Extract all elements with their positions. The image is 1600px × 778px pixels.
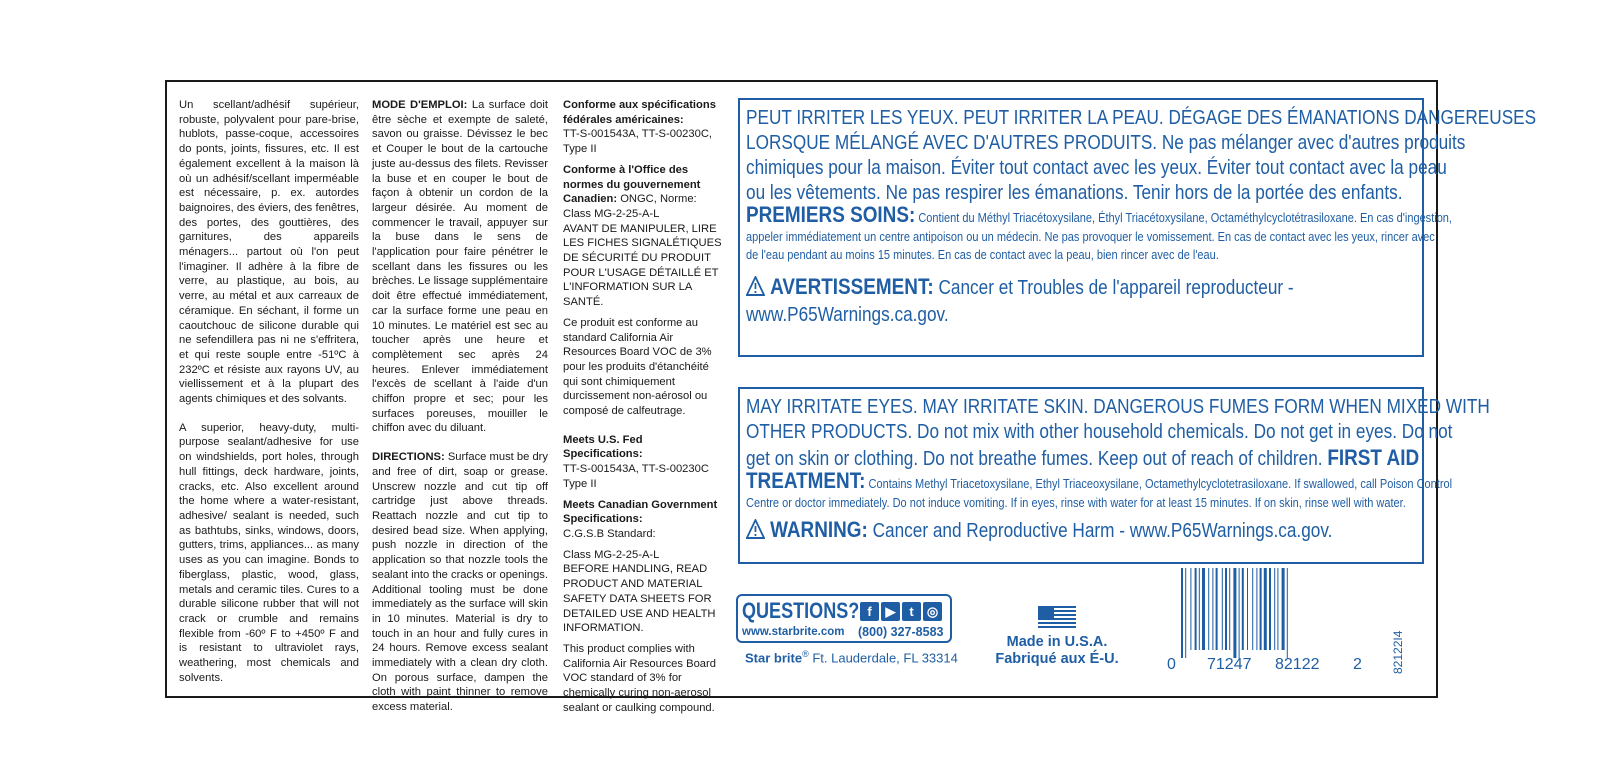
fr-us-spec-heading: Conforme aux spécifications fédérales américaines: bbox=[563, 99, 716, 126]
questions-title: QUESTIONS? bbox=[742, 598, 860, 623]
barcode-bar bbox=[1269, 568, 1271, 650]
side-product-number: 82122I4 bbox=[1391, 630, 1405, 674]
instagram-icon: ◎ bbox=[923, 602, 942, 621]
fr-hazard-line: ou les vêtements. Ne pas respirer les émanations. Tenir hors de la portée des enfants. bbox=[746, 182, 1403, 204]
en-ca-spec-class: Class MG-2-25-A-L bbox=[563, 548, 660, 561]
brand-mark: ® bbox=[802, 649, 809, 659]
fr-hazard-line: PEUT IRRITER LES YEUX. PEUT IRRITER LA PEAU. DÉGAGE DES ÉMANATIONS DANGEREUSES bbox=[746, 107, 1537, 129]
barcode-bar bbox=[1181, 568, 1183, 658]
en-us-spec-text: TT-S-001543A, TT-S-00230C Type II bbox=[563, 463, 709, 490]
en-ca-spec-heading: Meets Canadian Government Specifications: bbox=[563, 498, 718, 526]
specifications-column bbox=[563, 98, 723, 715]
barcode-bar bbox=[1216, 568, 1218, 650]
barcode-bar bbox=[1195, 568, 1197, 650]
fr-us-spec-text: TT-S-001543A, TT-S-00230C, Type II bbox=[563, 128, 713, 156]
fr-first-aid-line: Contient du Méthyl Triacétoxysilane, Éthyl Triacétoxysilane, Octaméthylcyclotétrasiloxane. En cas d'ingestion, bbox=[918, 210, 1452, 225]
barcode-bar bbox=[1202, 568, 1205, 650]
en-first-aid-heading-b: TREATMENT: bbox=[746, 468, 866, 493]
brand-address bbox=[745, 649, 958, 665]
fr-directions-text: La surface doit être sèche et exempte de saleté, savon ou graisse. Dévissez le bec et Couper le bout de la cartouche juste au-dessus des filets. Revisser la buse et en couper le bout de façon à obtenir un cordon de la largeur désirée. Au moment de commencer le travail, appuyer sur la buse dans le sens de l'application pour faire pénétrer le scellant dans les fissures ou les brèches. Le lissage supplémentaire doit être effectué immédiatement, car la surface forme une peau en 10 minutes. Le matériel est sec au toucher après une heure et complètement sec après 24 heures. Enlever immédiatement l'excès de scellant à l'aide d'un chiffon propre et sec; pour les surfaces poreuses, mouiller le chiffon avec du diluant. bbox=[372, 99, 548, 435]
en-ca-spec-text: C.G.S.B Standard: bbox=[563, 527, 656, 540]
barcode-bar bbox=[1208, 568, 1209, 650]
barcode-bar bbox=[1233, 568, 1236, 658]
barcode-bar bbox=[1247, 568, 1248, 650]
barcode-bar bbox=[1274, 568, 1275, 650]
fr-prop65-heading: AVERTISSEMENT: bbox=[770, 273, 934, 299]
en-description: A superior, heavy-duty, multi-purpose sealant/adhesive for use on windshields, port holes, through hull fittings, deck hardware, joints, cracks, etc. Also excellent around the home where a water-resistant, adhesive/ sealant is needed, such as bathtubs, sinks, windows, doors, gutters, trims, appliances... as many uses as you can imagine. Bonds to fiberglass, plastic, wood, glass, metals and ceramic tiles. Cures to a durable silicone rubber that will not crack or crumble and remains flexible from -60º F to +450º F and is resistant to ultraviolet rays, weathering, most chemicals and solvents. bbox=[179, 421, 359, 684]
barcode-bar bbox=[1239, 568, 1240, 658]
fr-voc-notice: Ce produit est conforme au standard California Air Resources Board VOC de 3% pour les produits d'étanchéité qui sont chimiquement durcissement non-aérosol ou composé de calfeutrage. bbox=[563, 316, 712, 418]
en-directions-heading: DIRECTIONS: bbox=[372, 451, 445, 464]
en-first-aid-line: Centre or doctor immediately. Do not induce vomiting. If in eyes, rinse with water for at least 15 minutes. If on skin, rinse well with water. bbox=[746, 494, 1406, 510]
brand-location: Ft. Lauderdale, FL 33314 bbox=[812, 650, 958, 666]
barcode-group-1: 71247 bbox=[1207, 656, 1252, 673]
fr-hazard-line: chimiques pour la maison. Éviter tout contact avec les yeux. Éviter tout contact avec la peau bbox=[746, 157, 1447, 179]
en-first-aid bbox=[746, 468, 1453, 512]
fr-ca-spec bbox=[563, 163, 723, 222]
fr-directions bbox=[372, 98, 548, 436]
fr-ca-spec-text: ONGC, Norme: Class MG-2-25-A-L bbox=[563, 193, 697, 220]
directions-column bbox=[372, 98, 548, 715]
barcode-bar bbox=[1190, 568, 1191, 650]
en-directions-text: Surface must be dry and free of dirt, soap or grease. Unscrew nozzle and cut tip off cartridge just above threads. Reattach nozzle and cut tip to desired bead size. When applying, push nozzle in direction of the application so that nozzle tools the sealant into the cracks or openings. Additional tooling must be done immediately as the surface will skin in 10 minutes. Material is dry to touch in an hour and fully cures in 24 hours. Remove excess sealant immediately with a clean dry cloth. On porous surface, dampen the cloth with paint thinner to remove excess material. bbox=[372, 451, 548, 714]
fr-first-aid-line: de l'eau pendant au moins 15 minutes. En cas de contact avec la peau, bien rincer avec de l'eau. bbox=[746, 247, 1219, 262]
barcode-bar bbox=[1260, 568, 1262, 650]
twitter-icon: t bbox=[902, 602, 921, 621]
warning-triangle-icon bbox=[746, 276, 765, 296]
barcode-bar bbox=[1256, 568, 1257, 650]
barcode-bar bbox=[1212, 568, 1213, 650]
fr-prop65-url: www.P65Warnings.ca.gov. bbox=[746, 303, 949, 326]
en-first-aid-heading-a: FIRST AID bbox=[1327, 445, 1420, 470]
warning-triangle-icon bbox=[746, 519, 765, 539]
upc-barcode bbox=[1167, 568, 1377, 658]
en-directions bbox=[372, 450, 548, 715]
en-warning-box bbox=[738, 387, 1490, 564]
fr-description: Un scellant/adhésif supérieur, robuste, polyvalent pour pare-brise, hublots, passe-coque, accessoires do ponts, joints, fissures, etc. Il est également excellent à la maison là où un adhésif/scellant imperméable est nécessaire, p. ex. autordes baignoires, des éviers, des fenêtres, des portes, des gouttières, des garnitures, des appareils ménagers... partout où l'on peut l'imaginer. Il adhère à la fibre de verre, au plastique, au bois, au verre, au métal et aux carreaux de céramique. En séchant, il forme un caoutchouc de silicone durable qui ne sefendillera pas ni ne s'effritera, et qui reste souple entre -51ºC à 232ºC et résiste aux rayons UV, au viellissement et à la plupart des agents chimiques et des solvants. bbox=[179, 99, 359, 406]
barcode-bar bbox=[1287, 568, 1288, 658]
en-first-aid-line: Contains Methyl Triacetoxysilane, Ethyl Triaceoxysilane, Octamethylcyclotetrasiloxane. If swallowed, call Poison Control bbox=[868, 476, 1453, 491]
barcode-bar bbox=[1225, 568, 1227, 650]
questions-box bbox=[736, 594, 952, 643]
barcode-bar bbox=[1277, 568, 1278, 650]
en-prop65-text: Cancer and Reproductive Harm - www.P65Warnings.ca.gov. bbox=[872, 520, 1333, 542]
fr-ca-spec-heading: Conforme à l'Office des normes du gouvernement Canadien: bbox=[563, 163, 701, 206]
fr-handling-notice: AVANT DE MANIPULER, LIRE LES FICHES SIGNALÉTIQUES DE SÉCURITÉ DU PRODUIT POUR L'USAGE DÉTAILLÉ ET L'INFORMATION SUR LA SANTÉ. bbox=[563, 222, 722, 309]
barcode-bar bbox=[1264, 568, 1267, 650]
barcode-bar bbox=[1229, 568, 1230, 650]
fr-warning-box bbox=[738, 98, 1537, 357]
barcode-bar bbox=[1242, 568, 1244, 650]
barcode-bar bbox=[1282, 568, 1285, 650]
social-icons bbox=[860, 602, 944, 621]
barcode-bar bbox=[1222, 568, 1223, 650]
fr-first-aid-heading: PREMIERS SOINS: bbox=[746, 202, 916, 227]
youtube-icon: ▶ bbox=[881, 602, 900, 621]
fr-first-aid-line: appeler immédiatement un centre antipoison ou un médecin. Ne pas provoquer le vomissement. En cas de contact avec les yeux, rincer avec bbox=[746, 228, 1435, 244]
fr-directions-heading: MODE D'EMPLOI: bbox=[372, 99, 468, 111]
en-hazard-line: get on skin or clothing. Do not breathe fumes. Keep out of reach of children. bbox=[746, 448, 1323, 470]
phone-number: (800) 327-8583 bbox=[858, 625, 944, 639]
en-hazard-line: MAY IRRITATE EYES. MAY IRRITATE SKIN. DANGEROUS FUMES FORM WHEN MIXED WITH bbox=[746, 396, 1490, 418]
barcode-left-digit: 0 bbox=[1167, 656, 1176, 673]
facebook-icon: f bbox=[860, 602, 879, 621]
en-voc-notice: This product complies with California Air Resources Board VOC standard of 3% for chemically curing non-aerosol sealant or caulking compound. bbox=[563, 642, 716, 714]
barcode-group-2: 82122 bbox=[1275, 656, 1320, 673]
country-of-origin bbox=[985, 634, 1129, 668]
barcode-bar bbox=[1185, 568, 1186, 658]
barcode-bar bbox=[1199, 568, 1200, 650]
en-prop65-warning bbox=[746, 516, 1333, 545]
fr-prop65-warning bbox=[746, 273, 1322, 302]
en-hazard-line: OTHER PRODUCTS. Do not mix with other household chemicals. Do not get in eyes. Do not bbox=[746, 421, 1453, 443]
fr-first-aid bbox=[746, 202, 1452, 265]
barcode-right-digit: 2 bbox=[1353, 656, 1362, 673]
barcode-bar bbox=[1252, 568, 1253, 650]
website-link: www.starbrite.com bbox=[742, 626, 845, 638]
made-in-usa: Made in U.S.A. bbox=[1006, 634, 1108, 650]
us-flag-icon bbox=[1038, 606, 1076, 628]
product-label bbox=[165, 80, 1537, 714]
brand-name: Star brite bbox=[745, 650, 803, 666]
fr-hazard-line: LORSQUE MÉLANGÉ AVEC D'AUTRES PRODUITS. Ne pas mélanger avec d'autres produits bbox=[746, 132, 1466, 154]
fr-prop65-text: Cancer et Troubles de l'appareil reproducteur - bbox=[938, 276, 1294, 299]
en-us-spec-heading: Meets U.S. Fed Specifications: bbox=[563, 433, 643, 461]
fabrique-aux-eu: Fabriqué aux É-U. bbox=[995, 651, 1119, 667]
description-column bbox=[179, 98, 359, 685]
en-handling-notice: BEFORE HANDLING, READ PRODUCT AND MATERIAL SAFETY DATA SHEETS FOR DETAILED USE AND HEALTH INFORMATION. bbox=[563, 563, 716, 635]
en-prop65-heading: WARNING: bbox=[770, 517, 868, 542]
